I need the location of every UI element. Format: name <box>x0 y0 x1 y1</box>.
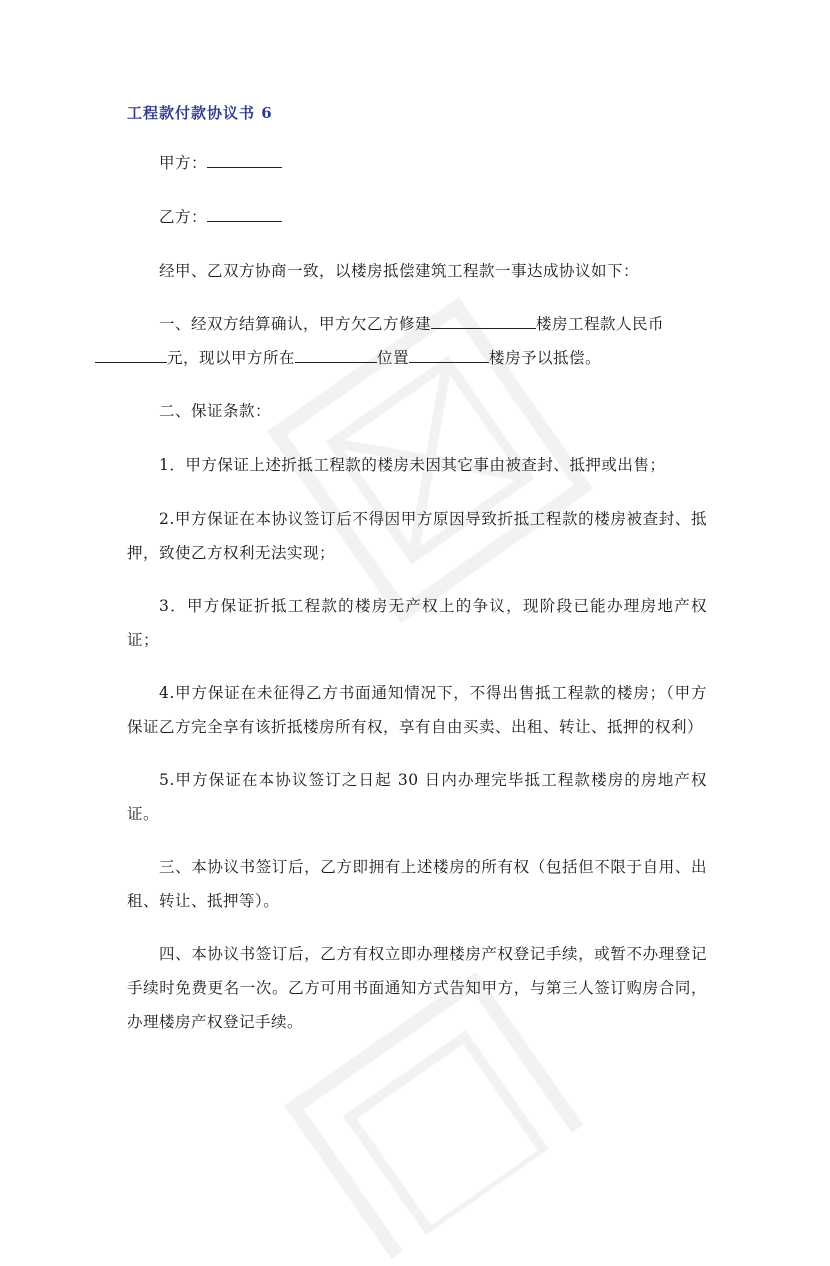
document-title: 工程款付款协议书 6 <box>127 104 273 122</box>
party-a-blank <box>207 149 282 168</box>
guarantee-item: 2.甲方保证在本协议签订后不得因甲方原因导致折抵工程款的楼房被查封、抵押，致使乙方权利无法实现； <box>127 510 707 562</box>
guarantee-item: 1．甲方保证上述折抵工程款的楼房未因其它事由被查封、抵押或出售； <box>159 456 666 474</box>
clause-4-paragraph: 四、本协议书签订后，乙方有权立即办理楼房产权登记手续，或暂不办理登记手续时免费更名一次。乙方可用书面通知方式告知甲方，与第三人签订购房合同，办理楼房产权登记手续。 <box>127 945 707 1031</box>
clause-2-heading: 二、保证条款： <box>159 402 272 420</box>
intro-paragraph: 经甲、乙双方协商一致，以楼房抵偿建筑工程款一事达成协议如下： <box>159 262 640 280</box>
clause-1-part-5: 楼房予以抵偿。 <box>489 349 602 367</box>
party-a-label: 甲方： <box>159 154 208 172</box>
project-blank <box>431 310 536 329</box>
party-b-line <box>127 200 707 234</box>
guarantee-item: 3．甲方保证折抵工程款的楼房无产权上的争议，现阶段已能办理房地产权证； <box>127 597 707 649</box>
party-b-blank <box>207 203 282 222</box>
clause-1-part-1: 一、经双方结算确认，甲方欠乙方修建 <box>159 315 432 333</box>
guarantee-item: 4.甲方保证在未征得乙方书面通知情况下，不得出售抵工程款的楼房；（甲方保证乙方完全享有该折抵楼房所有权，享有自由买卖、出租、转让、抵押的权利） <box>127 684 707 736</box>
clause-1-part-3: 元，现以甲方所在 <box>167 349 296 367</box>
guarantee-item: 5.甲方保证在本协议签订之日起 30 日内办理完毕抵工程款楼房的房地产权证。 <box>127 771 707 823</box>
position-blank <box>409 344 489 363</box>
clause-1-part-4: 位置 <box>377 349 410 367</box>
clause-3-paragraph: 三、本协议书签订后，乙方即拥有上述楼房的所有权（包括但不限于自用、出租、转让、抵押等）。 <box>127 858 707 910</box>
amount-blank <box>95 344 167 363</box>
party-a-line <box>127 146 707 180</box>
party-b-label: 乙方： <box>159 208 208 226</box>
clause-1-paragraph <box>127 307 707 375</box>
clause-1-part-2: 楼房工程款人民币 <box>536 315 665 333</box>
location-blank <box>295 344 377 363</box>
document-body <box>127 146 707 1039</box>
